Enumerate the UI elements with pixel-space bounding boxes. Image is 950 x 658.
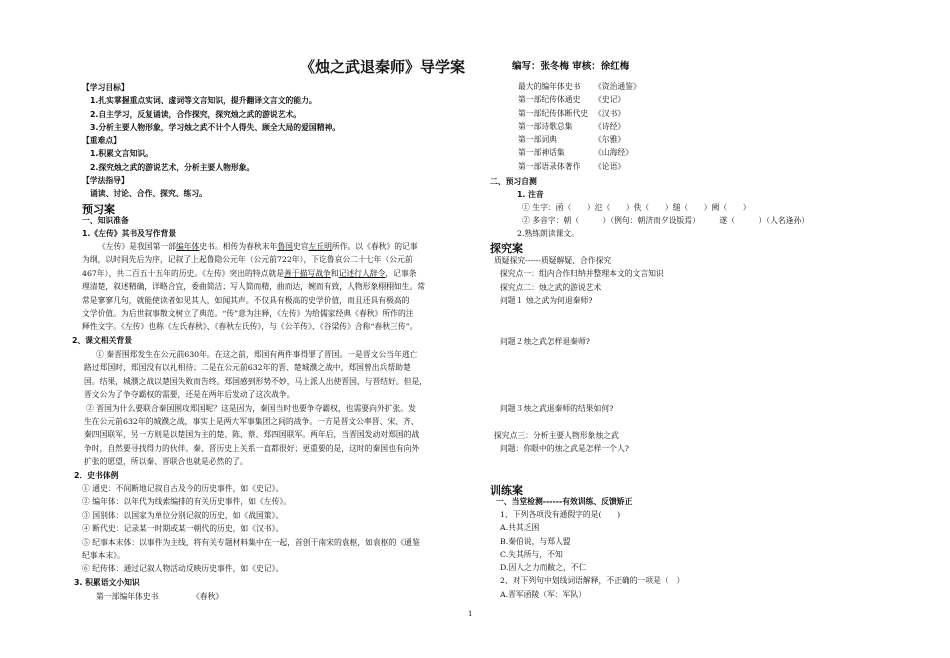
accumulation-heading: 3. 积累语文小知识	[74, 578, 140, 587]
book-title: 《山海经》	[594, 148, 633, 158]
knowledge-table	[518, 80, 641, 173]
goals-section	[82, 81, 472, 201]
book-category: 第一部编年体史书	[96, 592, 159, 601]
knowledge-row	[96, 590, 223, 603]
text-line: 为纲，以时间先后为序，记叙了上起鲁隐公元年（公元前722年），下讫鲁哀公二十七年（公元前	[82, 255, 413, 265]
quiz-option: C.失其所与，不知	[500, 549, 563, 559]
list-item: ④ 断代史：记录某一时期或某一朝代的历史，如《汉书》。	[82, 524, 284, 534]
knowledge-row	[518, 107, 641, 120]
text-line: 争时，自然要寻找得力的伙伴。秦、晋历史上关系一直都很好；更重要的是，这时的秦国也有向外	[84, 443, 420, 453]
training-subheading: 一、当堂检测------有效训练、反馈矫正	[496, 497, 633, 506]
training-heading: 训练案	[490, 484, 523, 497]
book-title: 《汉书》	[594, 108, 626, 118]
zuozhuan-paragraph	[82, 240, 467, 334]
quiz-option: D.因人之力而敝之，不仁	[500, 563, 587, 573]
list-item: ③ 国别体：以国家为单位分别记叙的历史，如《战国策》。	[82, 510, 284, 520]
text-line: 常是寥寥几句，就能使读者如见其人，如闻其声。不仅具有极高的史学价值，而且还具有极高的	[82, 295, 410, 305]
preview-heading: 预习案	[82, 203, 115, 216]
book-title: 《论语》	[594, 161, 626, 171]
knowledge-prep-heading: 一、知识准备	[82, 216, 129, 225]
text-underlined: 善于描写战争	[284, 268, 331, 278]
text-line: ① 秦晋围郑发生在公元前630年。在这之前，郑国有两件事得罪了晋国。一是晋文公当年逃亡	[96, 350, 418, 359]
knowledge-row	[518, 160, 641, 173]
read-aloud-item: 2.熟练朗读课文。	[517, 229, 580, 238]
history-style-heading: 2．史书体例	[74, 471, 119, 480]
explore-point-3: 探究点三：分析主要人物形象烛之武	[494, 431, 619, 440]
book-title: 《诗经》	[594, 121, 626, 131]
text: 史书。相传为春秋末年	[199, 242, 278, 251]
quiz-option: A.晋军函陵（军：军队）	[500, 589, 587, 599]
book-category: 第一部纪传体断代史	[518, 108, 589, 118]
book-category: 第一部诗歌总集	[518, 121, 573, 131]
list-item: 纪事本末》。	[82, 551, 125, 561]
text: ，记事条	[385, 268, 417, 278]
history-style-list	[82, 482, 467, 576]
page-title: 《烛之武退秦师》导学案	[300, 58, 466, 76]
text-line: ② 晋国为什么要联合秦国围攻郑国呢？这是因为，秦国当时也要争夺霸权，也需要向外扩张。发	[86, 403, 416, 413]
text: 和	[330, 268, 339, 278]
knowledge-row	[518, 80, 641, 93]
text-line: 质疑探究------质疑解疑、合作探究	[494, 256, 612, 265]
method-text: 诵读、讨论、合作、探究、练习。	[90, 189, 207, 199]
text: 《左传》是我国第一部	[98, 242, 176, 251]
text-line: 文学价值。为后世叙事散文树立了典范。“传”意为注释，《左传》为给儒家经典《春秋》所作的注	[82, 309, 414, 319]
list-item: ⑤ 纪事本末体：以事件为主线，将有关专题材料集中在一起，首创于南宋的袁枢，如袁枢的《通鉴	[82, 537, 420, 547]
focus-item: 1.积累文言知识。	[90, 149, 153, 159]
text-underlined: 左丘明	[308, 242, 332, 251]
quiz-question: 2、对下列句中划线词语解释，不正确的一项是（ ）	[500, 576, 685, 586]
quiz-question: 1、下列各项没有通假字的是( )	[500, 510, 621, 519]
quiz-option: A.共其乏困	[500, 523, 540, 533]
phonetic-heading: 1. 注音	[517, 190, 544, 199]
question-3: 问题３烛之武退秦师的结果如何?	[500, 404, 614, 413]
method-heading: 【学法指导】	[82, 176, 129, 186]
book-category: 第一部词典	[518, 135, 557, 145]
book-title: 《资治通鉴》	[594, 82, 641, 91]
text-line: 探究点一：组内合作归纳并整理本文的文言知识	[500, 269, 664, 279]
text-line: 理清楚，叙述精确，详略合宜，委曲简洁；写人简而精，曲而达，婉而有致，人物形象栩栩如生。常	[82, 282, 426, 292]
zuozhuan-heading: 1.《左传》其书及写作背景	[82, 229, 177, 238]
pronunciation-line: ① 生字：函（ ）氾（ ）佚（ ）缒（ ）阙（ ）	[522, 203, 751, 212]
book-title: 《尔雅》	[594, 135, 626, 145]
text-line: 路过郑国时，郑国没有以礼相待；二是在公元前632年的晋、楚城濮之战中，郑国曾出兵帮助楚	[84, 363, 411, 373]
goal-item: 1.扎实掌握重点实词、虚词等文言知识，提升翻译文言文的能力。	[90, 96, 317, 106]
quiz-option: B.秦伯说，与郑人盟	[500, 536, 571, 546]
focus-heading: 【重难点】	[82, 136, 121, 146]
page-number: 1	[468, 610, 473, 618]
text-underlined: 记述行人辞令	[338, 268, 386, 278]
goal-item: 2.自主学习，反复诵读，合作探究，探究烛之武的游说艺术。	[90, 109, 302, 119]
book-title: 《春秋》	[192, 592, 224, 601]
text-line: 晋文公为了争夺霸权的需要，还是在两年后发动了这次战争。	[84, 390, 295, 400]
polyphone-line: ② 多音字：朝（ ）（例句：朝济而夕设版焉） 遂（ ）（人名逢孙）	[522, 216, 810, 225]
knowledge-row	[518, 93, 641, 106]
question-2: 问题２烛之武怎样退秦师?	[500, 337, 590, 346]
focus-item: 2.探究烛之武的游说艺术，分析主要人物形象。	[90, 162, 255, 172]
goals-heading: 【学习目标】	[82, 83, 129, 92]
text: 史官	[292, 242, 309, 251]
book-category: 第一部神话集	[518, 148, 565, 158]
quiz	[500, 508, 684, 601]
selftest-heading: 二、预习自测	[490, 177, 537, 186]
text-line: 生在公元前632年的城濮之战，事实上是两大军事集团之间的战争。一方是晋文公率晋、宋、齐、	[84, 417, 419, 427]
knowledge-row	[518, 146, 641, 159]
question-4: 问题：你眼中的烛之武是怎样一个人?	[500, 444, 629, 453]
background-paragraph	[84, 348, 467, 469]
text-line: 国。结果，城濮之战以楚国失败而告终。郑国感到形势不妙，马上派人出使晋国，与晋结好。但是，	[84, 376, 428, 386]
book-category: 第一部纪传体通史	[518, 95, 581, 105]
knowledge-row	[518, 120, 641, 133]
book-category: 最大的编年体史书	[518, 82, 581, 91]
editors-line: 编写：张冬梅 审核：徐红梅	[512, 61, 630, 72]
list-item: ① 通史：不间断地记叙自古及今的历史事件，如《史记》。	[82, 484, 284, 493]
list-item: ② 编年体：以年代为线索编排的有关历史事件，如《左传》。	[82, 497, 292, 507]
list-item: ⑥ 纪传体：通过记叙人物活动反映历史事件，如《史记》。	[82, 564, 284, 574]
background-heading: 2、课文相关背景	[72, 336, 133, 345]
text-line: 释性文字。《左传》也称《左氏春秋》、《春秋左氏传》，与《公羊传》、《谷梁传》合称“春秋三传”。	[82, 322, 418, 332]
text-line: 扩张的愿望，所以秦、晋联合也就是必然的了。	[84, 457, 248, 467]
text: 所作。以《春秋》的记事	[331, 242, 418, 251]
text-line: 秦四国联军，另一方则是以楚国为主的楚、陈、蔡、郑四国联军。两年后，当晋国发动对郑国的战	[84, 430, 420, 440]
question-1: 问题１ 烛之武为何退秦师?	[500, 296, 593, 305]
text-line: 探究点二：烛之武的游说艺术	[500, 282, 602, 292]
goal-item: 3.分析主要人物形象，学习烛之武不计个人得失、顾全大局的爱国精神。	[90, 122, 341, 132]
text: 467年），共二百五十五年的历史。《左传》突出的特点就是	[82, 268, 285, 278]
text-underlined: 编年体	[175, 242, 200, 251]
text-underlined: 鲁国	[277, 242, 293, 251]
book-title: 《史记》	[594, 95, 626, 105]
explore-intro	[494, 254, 664, 294]
knowledge-row	[518, 133, 641, 146]
book-category: 第一部语录体著作	[518, 161, 581, 171]
explore-heading: 探究案	[490, 242, 523, 255]
